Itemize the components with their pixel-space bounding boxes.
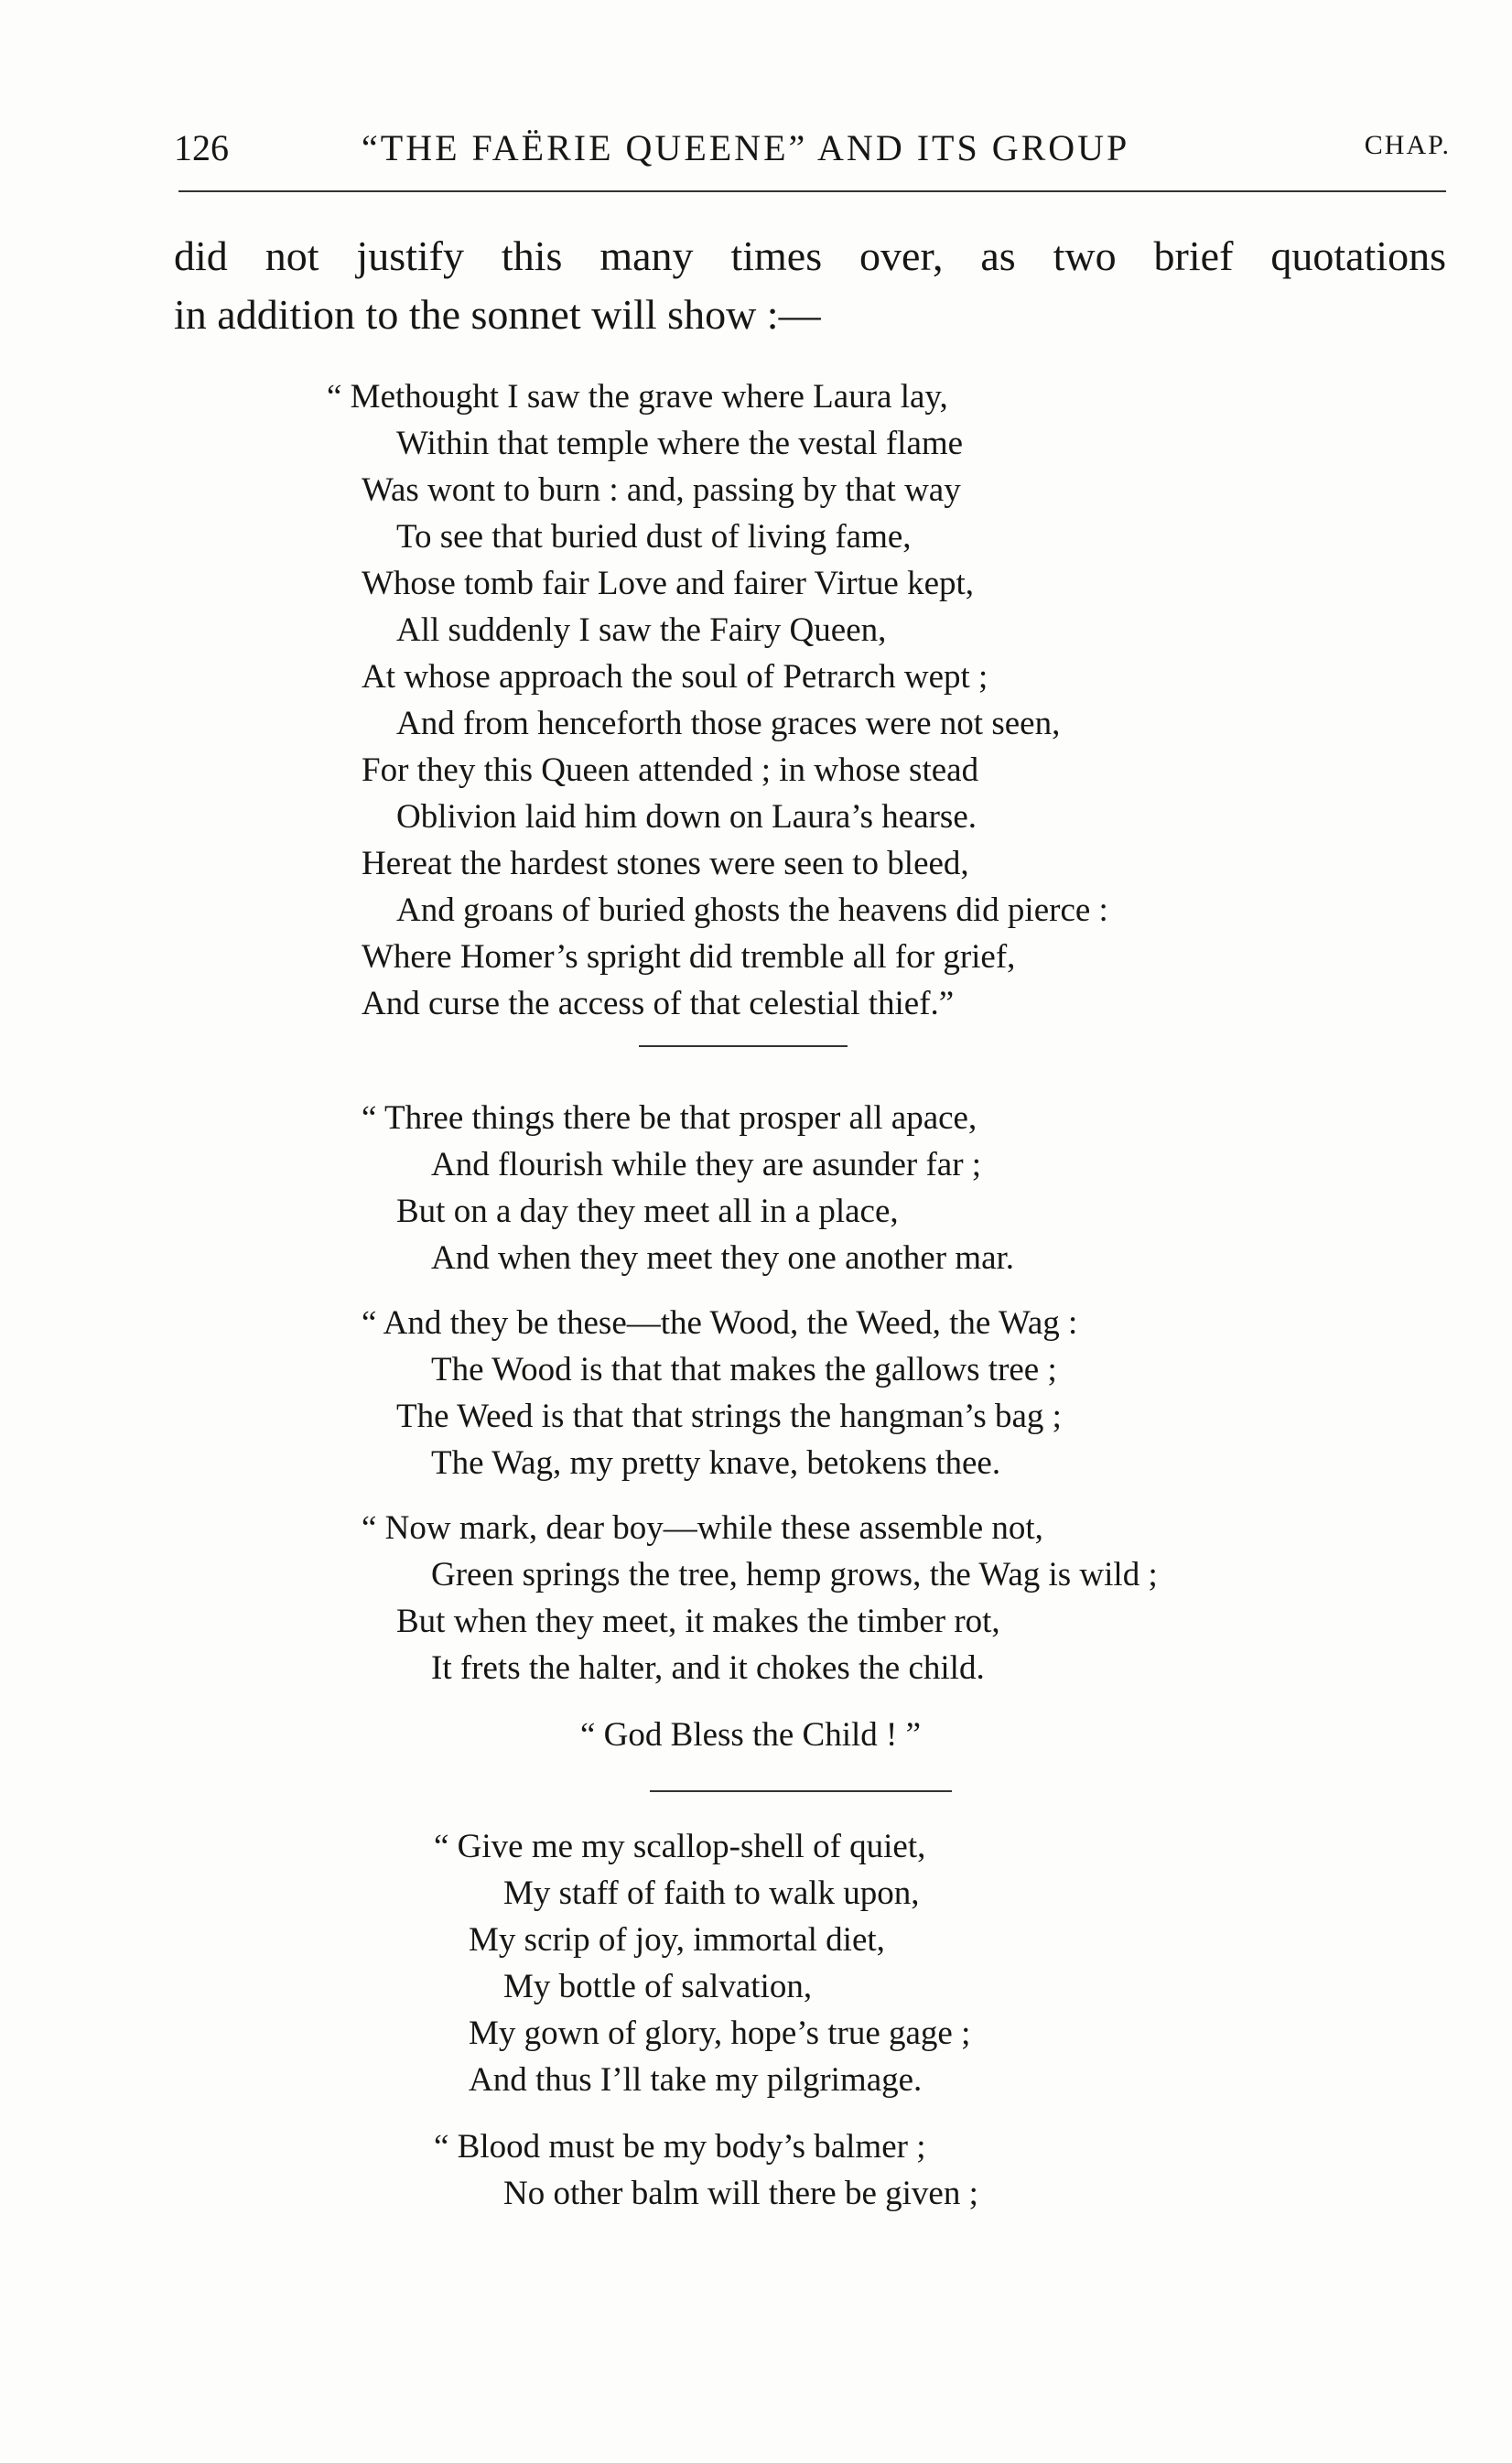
verse-line: The Weed is that that strings the hangman’s bag ; [396,1398,1062,1435]
verse-line: Was wont to burn : and, passing by that way [362,471,961,509]
verse-line: At whose approach the soul of Petrarch wept ; [362,658,988,696]
verse-line: For they this Queen attended ; in whose stead [362,751,979,789]
pilgrimage-poem [434,1823,978,2217]
stanza [434,2123,978,2217]
verse-line: “ Now mark, dear boy—while these assemble not, [362,1509,1043,1547]
verse-line: “ Give me my scallop-shell of quiet, [434,1828,926,1865]
verse-line: And when they meet they one another mar. [431,1239,1015,1277]
verse-line: “ Three things there be that prosper all apace, [362,1099,977,1137]
intro-line: did not justify this many times over, as two brief quotations [174,232,1446,279]
page-number: 126 [174,127,229,168]
intro-paragraph [174,227,1446,344]
verse-line: All suddenly I saw the Fairy Queen, [396,611,887,649]
verse-line: But on a day they meet all in a place, [396,1193,899,1230]
verse-line: Green springs the tree, hemp grows, the Wag is wild ; [431,1556,1158,1593]
header-rule [178,190,1446,192]
closing-line: “ God Bless the Child ! ” [580,1716,922,1754]
stanza [362,1300,1158,1486]
verse-line: Hereat the hardest stones were seen to bleed, [362,845,969,882]
verse-line: “ Methought I saw the grave where Laura lay, [327,378,948,416]
chapter-label: CHAP. [1364,130,1451,160]
verse-line: To see that buried dust of living fame, [396,518,912,556]
verse-line: It frets the halter, and it chokes the child. [431,1649,985,1687]
section-separator [650,1790,952,1792]
verse-line: Oblivion laid him down on Laura’s hearse. [396,798,977,836]
stanza [362,1095,1158,1281]
running-header [174,126,1451,172]
wood-weed-wag-poem [362,1095,1158,1691]
verse-line: And from henceforth those graces were not seen, [396,705,1061,742]
verse-line: And groans of buried ghosts the heavens did pierce : [396,891,1108,929]
verse-line: The Wood is that that makes the gallows tree ; [431,1351,1057,1388]
verse-line: My staff of faith to walk upon, [503,1874,920,1912]
verse-line: My gown of glory, hope’s true gage ; [469,2015,971,2052]
verse-line: Where Homer’s spright did tremble all for grief, [362,938,1016,976]
verse-line: But when they meet, it makes the timber rot, [396,1603,1000,1640]
verse-line: Within that temple where the vestal flame [396,425,964,462]
verse-line: “ Blood must be my body’s balmer ; [434,2128,926,2166]
verse-line: The Wag, my pretty knave, betokens thee. [431,1444,1001,1482]
verse-line: And flourish while they are asunder far ; [431,1146,982,1183]
verse-line: And thus I’ll take my pilgrimage. [469,2061,923,2099]
running-title: “THE FAËRIE QUEENE” AND ITS GROUP [362,127,1130,168]
section-separator [639,1045,848,1047]
verse-line: And curse the access of that celestial thief.” [362,985,955,1022]
verse-line: No other balm will there be given ; [503,2175,978,2212]
verse-line: “ And they be these—the Wood, the Weed, the Wag : [362,1304,1078,1342]
verse-line: Whose tomb fair Love and fairer Virtue kept, [362,565,975,602]
sonnet-quotation [327,373,1108,1027]
stanza [362,1505,1158,1691]
verse-line: My bottle of salvation, [503,1968,813,2005]
verse-line: My scrip of joy, immortal diet, [469,1921,885,1959]
intro-line: in addition to the sonnet will show :— [174,291,821,338]
stanza [434,1823,978,2103]
